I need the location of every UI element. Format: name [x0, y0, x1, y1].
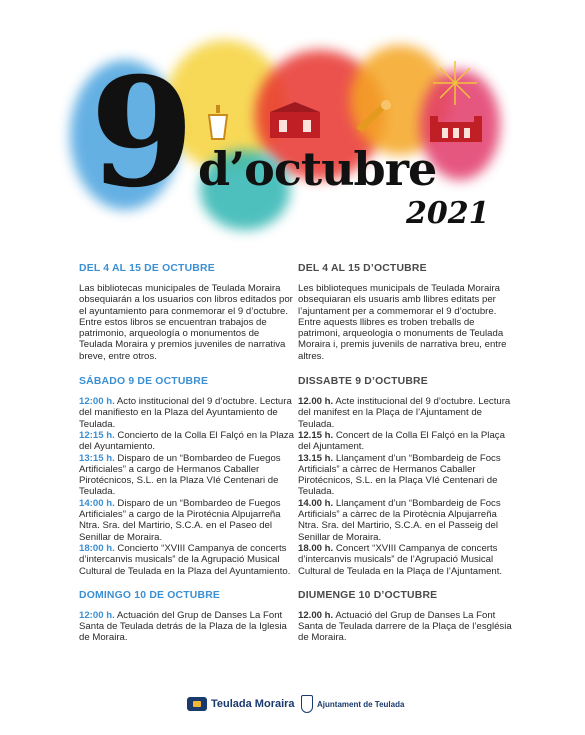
schedule-time: 14.00 h.: [298, 497, 334, 509]
big-date-number: 9: [90, 45, 191, 221]
schedule-item: [79, 543, 295, 577]
sunday-heading: DIUMENGE 10 D’OCTUBRE: [298, 589, 438, 601]
schedule-item: [298, 610, 514, 644]
trumpet-illustration-icon: [352, 98, 392, 134]
footer-logos: [0, 690, 585, 720]
schedule-time: 12:15 h.: [79, 429, 115, 441]
page-title: d’octubre: [198, 142, 437, 196]
schedule-time: 14:00 h.: [79, 497, 115, 509]
saturday-heading: DISSABTE 9 D’OCTUBRE: [298, 376, 428, 388]
saturday-schedule: [298, 396, 514, 577]
schedule-time: 13.15 h.: [298, 452, 334, 464]
schedule-text: Acte institucional del 9 d’octubre. Lectura del manifest en la Plaça de l’Ajuntament de Teulada.: [298, 396, 511, 430]
building-illustration-icon: [265, 100, 325, 140]
schedule-time: 12.00 h.: [298, 396, 334, 408]
schedule-item: [298, 498, 514, 543]
schedule-item: [79, 396, 295, 430]
schedule-time: 13:15 h.: [79, 452, 115, 464]
schedule-text: Concierto de la Colla El Falçó en la Plaza del Ayuntamiento.: [79, 429, 294, 453]
lantern-illustration-icon: [205, 105, 231, 145]
logo-text: Teulada Moraira: [211, 698, 295, 710]
schedule-text: Llançament d’un “Bombardeig de Focs Artificials” a càrrec de la Pirotècnia Alpujarreña Ntra. Sra. del Martirio, S.C.A. en el Passeig del Senillar de Moraira.: [298, 497, 501, 543]
schedule-item: [298, 453, 514, 498]
schedule-text: Acto institucional del 9 d’octubre. Lectura del manifiesto en la Plaza del Ayuntamiento de Teulada.: [79, 396, 292, 430]
teulada-moraira-logo-icon: [187, 697, 207, 711]
schedule-time: 18.00 h.: [298, 542, 334, 554]
schedule-text: Concierto “XVIII Campanya de concerts d’intercanvis musicals” de la Agrupació Musical Cultural de Teulada en la Plaza del Ayuntamiento.: [79, 542, 291, 577]
schedule-text: Concert “XVIII Campanya de concerts d’intercanvis musicals” de l’Agrupació Musical Cultural de Teulada en la Plaça de l’Ajuntament.: [298, 542, 503, 577]
fireworks-illustration-icon: [430, 58, 480, 108]
schedule-time: 12:00 h.: [79, 396, 115, 408]
schedule-time: 12.00 h.: [298, 609, 334, 621]
schedule-text: Llançament d’un “Bombardeig de Focs Artificials” a càrrec de Hermanos Caballer Pirotécnicos, S.L. en la Plaça VIé Centenari de Teulada.: [298, 452, 501, 498]
schedule-item: [79, 453, 295, 498]
castle-illustration-icon: [428, 112, 484, 144]
schedule-item: [79, 498, 295, 543]
schedule-item: [298, 430, 514, 453]
header-illustration: [0, 0, 585, 250]
logo-text: Ajuntament de Teulada: [317, 699, 405, 709]
valencian-column: [298, 262, 514, 656]
schedule-text: Disparo de un “Bombardeo de Fuegos Artificiales” a cargo de la Pirotécnia Alpujarreña Ntra. Sra. del Martirio, S.C.A. en el Paseo del Senillar de Moraira.: [79, 497, 281, 543]
spanish-column: [79, 262, 295, 656]
saturday-schedule: [79, 396, 295, 577]
schedule-item: [79, 610, 295, 644]
schedule-time: 12.15 h.: [298, 429, 334, 441]
sunday-schedule: [298, 610, 514, 644]
schedule-time: 12:00 h.: [79, 609, 115, 621]
coat-of-arms-icon: [301, 695, 313, 713]
ajuntament-logo: [301, 691, 404, 717]
schedule-item: [298, 543, 514, 577]
teulada-moraira-logo: [187, 692, 295, 716]
period-description: Les biblioteques municipals de Teulada Moraira obsequiaran els usuaris amb llibres editats per l’ajuntament per a commemorar el 9 d’octubre. Entre aquests llibres es troben treballs de patrimoni, arqueologia o monuments de Teulada Moraira i, premis juvenils de narrativa breu, entre altres.: [298, 283, 507, 362]
schedule-text: Actuación del Grup de Danses La Font Santa de Teulada detrás de la Plaza de la Iglesia de Moraira.: [79, 609, 287, 644]
period-heading: DEL 4 AL 15 DE OCTUBRE: [79, 263, 215, 274]
schedule-text: Disparo de un “Bombardeo de Fuegos Artificiales” a cargo de Hermanos Caballer Pirotécnicos, S.L. en la Plaza VIé Centenari de Teulada.: [79, 452, 281, 498]
period-heading: DEL 4 AL 15 D’OCTUBRE: [298, 263, 427, 274]
schedule-text: Concert de la Colla El Falçó en la Plaça del Ajuntament.: [298, 429, 505, 453]
saturday-heading: SÁBADO 9 DE OCTUBRE: [79, 376, 209, 388]
schedule-item: [298, 396, 514, 430]
sunday-heading: DOMINGO 10 DE OCTUBRE: [79, 589, 221, 601]
schedule-text: Actuació del Grup de Danses La Font Santa de Teulada darrere de la Plaça de l’església de Moraira.: [298, 609, 512, 644]
sunday-schedule: [79, 610, 295, 644]
period-description: Las bibliotecas municipales de Teulada Moraira obsequiarán a los usuarios con libros editados por el ayuntamiento para conmemorar el 9 d’octubre. Entre estos libros se encuentran trabajos de patrimonio, arqueología o monumentos de Teulada Moraira y premios juveniles de narrativa breve, entre otros.: [79, 283, 293, 362]
schedule-item: [79, 430, 295, 453]
year-label: 2021: [406, 196, 490, 231]
schedule-time: 18:00 h.: [79, 542, 115, 554]
